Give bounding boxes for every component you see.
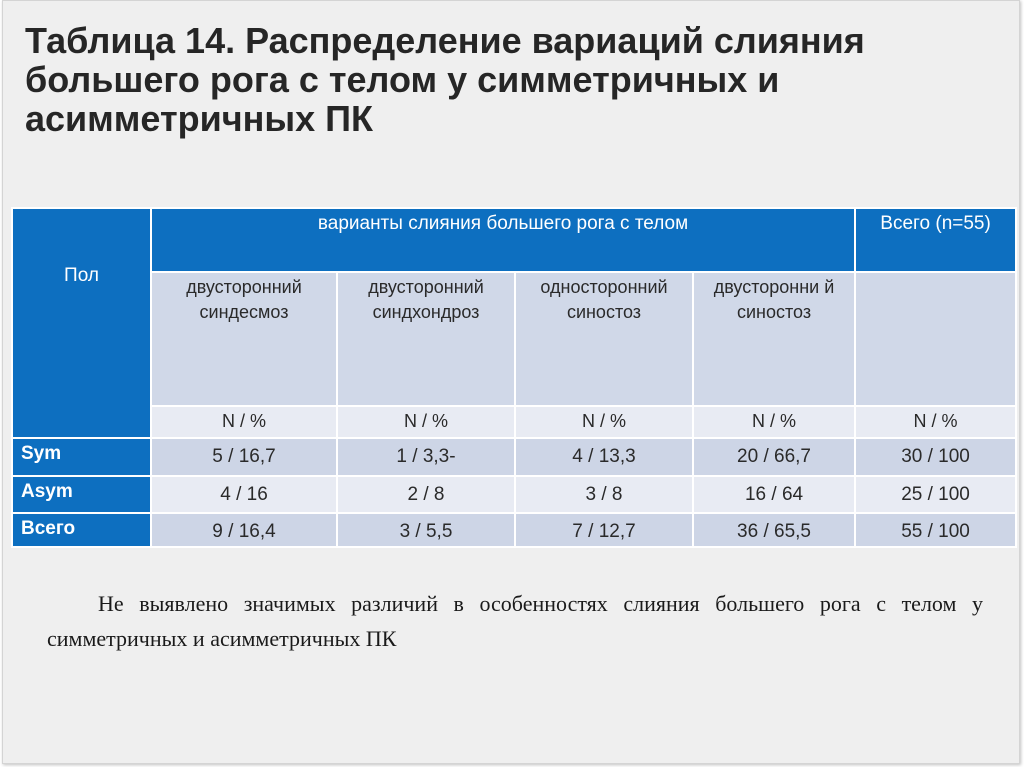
table-row <box>12 513 1016 547</box>
unit-cell: N / % <box>693 406 855 438</box>
table-cell: 25 / 100 <box>855 476 1016 513</box>
table-cell: 3 / 8 <box>515 476 693 513</box>
unit-cell: N / % <box>855 406 1016 438</box>
table-cell: 30 / 100 <box>855 438 1016 476</box>
table-cell: 5 / 16,7 <box>151 438 337 476</box>
row-label: Asym <box>12 476 151 513</box>
table-cell: 16 / 64 <box>693 476 855 513</box>
table-cell: 1 / 3,3- <box>337 438 515 476</box>
table-cell: 4 / 13,3 <box>515 438 693 476</box>
table-cell: 4 / 16 <box>151 476 337 513</box>
table-cell: 36 / 65,5 <box>693 513 855 547</box>
header-variants: варианты слияния большего рога с телом <box>151 208 855 272</box>
unit-cell: N / % <box>515 406 693 438</box>
table-cell: 9 / 16,4 <box>151 513 337 547</box>
table-cell: 7 / 12,7 <box>515 513 693 547</box>
conclusion-note: Не выявлено значимых различий в особенностях слияния большего рога с телом у симметричных и асимметричных ПК <box>47 591 983 651</box>
variant-header-2: двусторонний синдхондроз <box>337 272 515 406</box>
variant-header-total <box>855 272 1016 406</box>
row-label: Sym <box>12 438 151 476</box>
table-cell: 3 / 5,5 <box>337 513 515 547</box>
variant-header-4: двусторонни й синостоз <box>693 272 855 406</box>
slide <box>2 0 1020 764</box>
variant-header-1: двусторонний синдесмоз <box>151 272 337 406</box>
header-sex: Пол <box>12 208 151 438</box>
row-label: Всего <box>12 513 151 547</box>
distribution-table <box>11 207 1017 548</box>
slide-title: Таблица 14. Распределение вариаций слияния большего рога с телом у симметричных и асимметричных ПК <box>25 20 865 139</box>
header-total: Всего (n=55) <box>855 208 1016 272</box>
table-cell: 2 / 8 <box>337 476 515 513</box>
table-cell: 20 / 66,7 <box>693 438 855 476</box>
table-row <box>12 438 1016 476</box>
unit-cell: N / % <box>337 406 515 438</box>
table-cell: 55 / 100 <box>855 513 1016 547</box>
unit-cell: N / % <box>151 406 337 438</box>
table-row <box>12 476 1016 513</box>
variant-header-3: односторонний синостоз <box>515 272 693 406</box>
